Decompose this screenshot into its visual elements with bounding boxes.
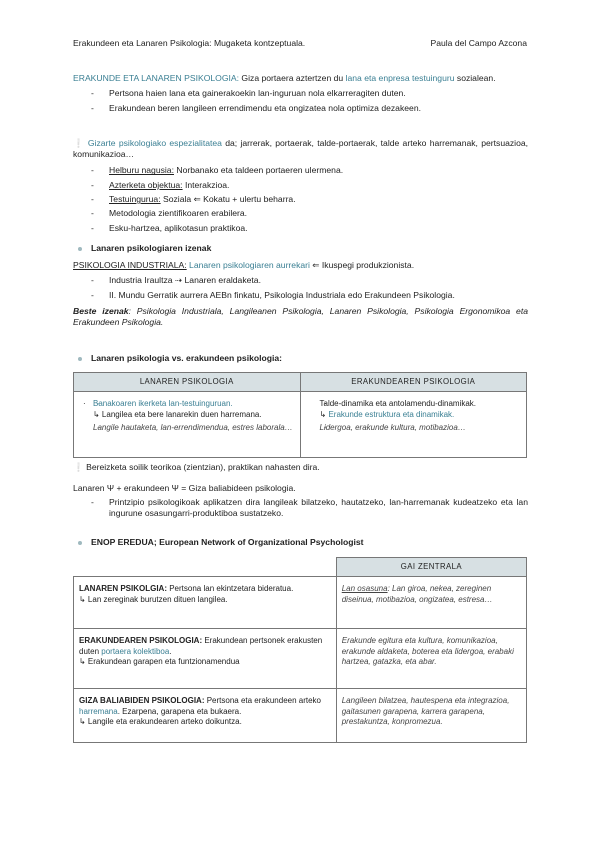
- cell-italic: Lidergoa, erakunde kultura, motibazioa…: [319, 423, 466, 433]
- versus-table: [73, 372, 527, 458]
- intro-term: ERAKUNDE ETA LANAREN PSIKOLOGIA:: [73, 73, 240, 83]
- item-value: Norbanako eta taldeen portaeren ulermena.: [173, 165, 344, 176]
- table-cell: [74, 577, 337, 629]
- specialty-paragraph: [73, 138, 528, 160]
- table-cell: [74, 689, 337, 743]
- list-item: - Printzipio psikologikoak aplikatzen dira langileak bilatzeko, hautatzeko, lan-harremanak kudeatzeko eta lan ingurune osasungarri-produktiboa sustatzeko.: [73, 497, 528, 519]
- item-label: Helburu nagusia:: [109, 165, 174, 176]
- cell-main: Talde-dinamika eta antolamendu-dinamikak.: [319, 399, 477, 409]
- item-value: Metodologia zientifikoaren erabilera.: [109, 208, 248, 219]
- specialty-section: [73, 138, 528, 237]
- row-highlight: harremana: [79, 706, 118, 716]
- item-label: Testuingurua:: [109, 194, 161, 205]
- right-text: : Lan giroa, nekea, zereginen diseinua, motibazioa, ongizatea, estresa…: [341, 584, 493, 604]
- intro-section: [73, 73, 528, 117]
- hr-section: [73, 483, 528, 523]
- specialty-text: da; jarrerak, portaerak, talde-portaerak, talde arteko harremanak, pertsuazioa, komunikazioa…: [73, 138, 529, 160]
- intro-text-end: sozialean.: [454, 73, 496, 83]
- row-title: LANAREN PSIKOLGIA:: [79, 584, 167, 594]
- intro-list: [73, 88, 528, 114]
- cell-list: [306, 399, 522, 433]
- col-header: LANAREN PSIKOLOGIA: [74, 373, 301, 392]
- industrial-paragraph: [73, 260, 528, 271]
- table-cell: [74, 629, 337, 689]
- right-label: Lan osasuna: [341, 584, 388, 594]
- table-cell: [300, 392, 527, 458]
- arrow: ↳: [319, 409, 329, 419]
- row-title: ERAKUNDEAREN PSIKOLOGIA:: [79, 636, 203, 646]
- row-sub: ↳ Langile eta erakundearen arteko doikuntza.: [79, 717, 242, 727]
- list-item: - · Banakoaren ikerketa lan-testuinguruan. ↳ Langilea eta bere lanarekin duen harremana.: [79, 399, 295, 420]
- document-title: Erakundeen eta Lanaren Psikologia: Mugaketa kontzeptuala.: [73, 38, 306, 48]
- row-text: Pertsona lan ekintzetara bideratua.: [167, 584, 294, 594]
- row-sub: ↳ Erakundean garapen eta funtzionamendua: [79, 657, 240, 667]
- list-item: - Industria Iraultza ⇢ Lanaren eraldaketa.: [73, 275, 528, 286]
- cell-sub: ↳ Langilea eta bere lanarekin duen harremana.: [93, 409, 262, 419]
- industrial-term: PSIKOLOGIA INDUSTRIALA:: [73, 260, 187, 271]
- author-name: Paula del Campo Azcona: [430, 38, 527, 48]
- col-header: GAI ZENTRALA: [336, 558, 526, 577]
- enop-table: [73, 557, 527, 743]
- page-header: [73, 38, 527, 49]
- hr-line: Lanaren Ψ + erakundeen Ψ = Giza baliabideen psikologia.: [73, 483, 296, 493]
- specialty-term: Gizarte psikologiako espezialitatea: [87, 138, 222, 148]
- list-item: [73, 208, 528, 219]
- cell-sub: Erakunde estruktura eta dinamikak.: [328, 409, 455, 419]
- list-item: - Erakundean beren langileen errendimendu eta ongizatea nola optimiza dezakeen.: [73, 103, 528, 114]
- specialty-list: [73, 165, 528, 234]
- item-value: Soziala ⇐ Kokatu + ulertu beharra.: [160, 194, 296, 205]
- list-item: [306, 423, 522, 433]
- cell-italic: Langile hautaketa, lan-errendimendua, estres laborala…: [93, 423, 293, 433]
- cell-list: [79, 399, 295, 433]
- empty-header: [74, 558, 337, 577]
- list-item: [73, 180, 528, 191]
- other-names-text: : Psikologia Industriala, Langileanen Psikologia, Lanaren Psikologia, Psikologia Ergonomikoa eta Erakundeen Psikologia.: [73, 305, 528, 328]
- industrial-text: ⇐ Ikuspegi produkzionista.: [309, 260, 415, 271]
- other-names-label: Beste izenak: [73, 305, 129, 316]
- note-text: Bereizketa soilik teorikoa (zientzian), praktikan nahasten dira.: [83, 462, 320, 472]
- hr-list: [73, 497, 528, 519]
- item-value: Esku-hartzea, aplikotasun praktikoa.: [109, 222, 248, 233]
- versus-section: [73, 353, 528, 458]
- list-item: [306, 399, 522, 420]
- row-text-end: .: [169, 646, 172, 656]
- note: [73, 462, 528, 473]
- table-cell: [336, 629, 526, 689]
- names-list: [73, 275, 528, 301]
- names-heading: Lanaren psikologiaren izenak: [73, 243, 528, 254]
- other-names: [73, 306, 528, 328]
- row-text-end: . Ezarpena, garapena eta bukaera.: [117, 706, 242, 716]
- col-header: ERAKUNDEAREN PSIKOLOGIA: [300, 373, 527, 392]
- right-text: Langileen bilatzea, hautespena eta integrazioa, gaitasunen garapena, karrera garapena, prestakuntza, konpromezua.: [341, 696, 510, 727]
- table-cell: [336, 577, 526, 629]
- row-text: Erakundean pertsonek erakusten duten: [79, 636, 323, 656]
- versus-heading: Lanaren psikologia vs. erakundeen psikologia:: [73, 353, 528, 364]
- exclamation-icon: ❕: [73, 462, 84, 472]
- cell-main: Banakoaren ikerketa lan-testuinguruan.: [93, 399, 233, 409]
- enop-section: [73, 537, 528, 743]
- intro-paragraph: [73, 73, 528, 84]
- list-item: [79, 423, 295, 433]
- list-item: - II. Mundu Gerratik aurrera AEBn finkatu, Psikologia Industriala edo Erakundeen Psikologia.: [73, 290, 528, 301]
- row-highlight: portaera kolektiboa: [101, 646, 170, 656]
- industrial-highlight: Lanaren psikologiaren aurrekari: [186, 260, 310, 271]
- row-text: Pertsona eta erakundeen arteko: [204, 696, 322, 706]
- enop-heading: ENOP EREDUA; European Network of Organizational Psychologist: [73, 537, 528, 548]
- intro-text: Giza portaera aztertzen du: [239, 73, 346, 83]
- row-title: GIZA BALIABIDEN PSIKOLOGIA:: [79, 696, 205, 706]
- item-label: Azterketa objektua:: [109, 179, 183, 190]
- list-item: [73, 223, 528, 234]
- table-cell: [336, 689, 526, 743]
- list-item: - Pertsona haien lana eta gainerakoekin lan-inguruan nola elkarreragiten duten.: [73, 88, 528, 99]
- intro-highlight: lana eta enpresa testuinguru: [345, 73, 455, 83]
- list-item: [73, 194, 528, 205]
- list-item: [73, 165, 528, 176]
- names-section: [73, 243, 528, 328]
- table-cell: [74, 392, 301, 458]
- item-value: Interakzioa.: [182, 179, 230, 190]
- row-sub: ↳ Lan zereginak burutzen dituen langilea.: [79, 594, 228, 604]
- right-text: Erakunde egitura eta kultura, komunikazioa, erakunde aldaketa, boterea eta lidergoa, erabaki hartzea, gatazka, eta abar.: [341, 636, 514, 667]
- exclamation-icon: ❕: [73, 138, 85, 148]
